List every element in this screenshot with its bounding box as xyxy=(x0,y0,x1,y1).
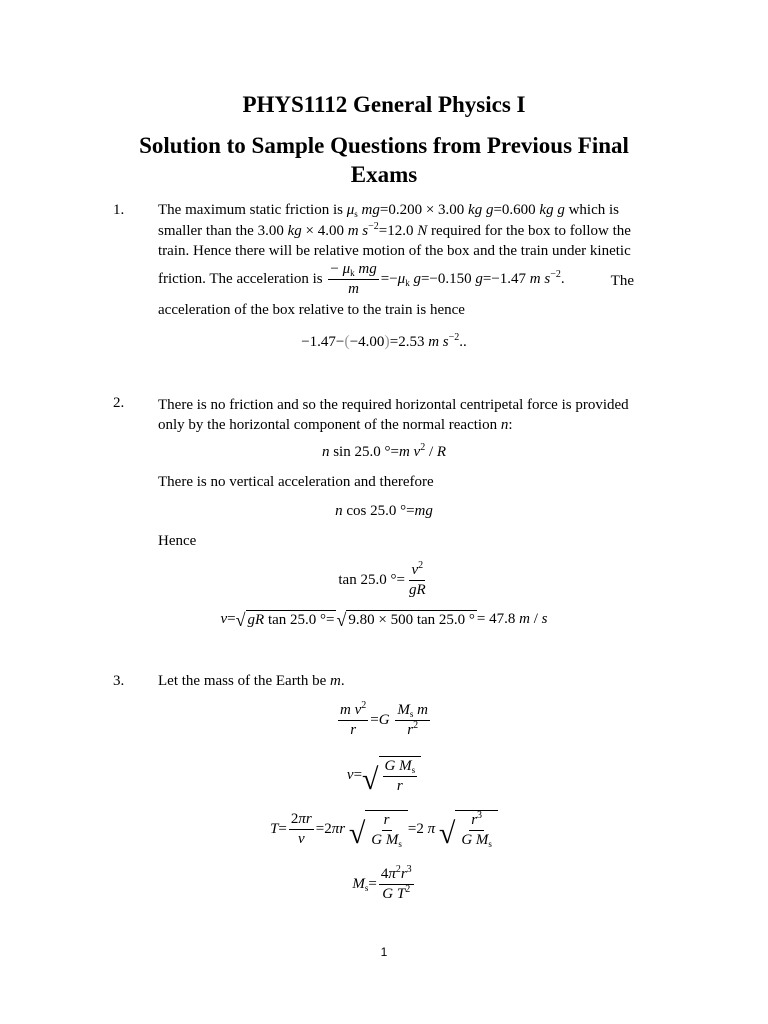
q1-relative-acceleration-equation: −1.47−(−4.00)=2.53 m $s^{-2}$.. xyxy=(301,332,467,350)
q1-line-5: acceleration of the box relative to the train is hence xyxy=(158,302,465,318)
question-2-number: 2. xyxy=(113,395,125,411)
q3-period-equation: T= $\frac{2\pi r}{v}$ =2πr √ $\frac{r}{G M_s}$ =2 π √ $\frac{r^3}{G M_s}$ xyxy=(0,810,768,849)
q2-centripetal-equation: n sin 25.0 °=m $v^2$ / R xyxy=(321,442,447,460)
question-3-number: 3. xyxy=(113,673,125,689)
q1-line-1: The maximum static friction is $\mu_s$ mg=0.200 × 3.00 kg g=0.600 kg g which is xyxy=(158,202,620,219)
page-number: 1 xyxy=(380,945,388,959)
q3-mass-equation: $M_s=$ $\frac{4\pi^2r^3}{G T^2}$ xyxy=(352,864,412,902)
q2-paragraph-3: Hence xyxy=(158,533,197,549)
q2-tangent-equation: tan 25.0 °= $\frac{v^2}{gR}$ xyxy=(338,560,426,598)
q3-gravity-equation: $\frac{m v^2}{r}$ =G $\frac{M_s m}{r^2}$ xyxy=(340,700,428,738)
q2-speed-equation: v= √ gR tan 25.0 °= √ 9.80 × 500 tan 25.0 ° = 47.8 m / s xyxy=(220,610,548,630)
document-title: PHYS1112 General Physics I xyxy=(242,92,526,117)
q2-paragraph-2: There is no vertical acceleration and therefore xyxy=(158,474,434,490)
q1-line-2: smaller than the 3.00 kg × 4.00 m $s^{-2}=12.0$ N required for the box to follow the xyxy=(158,221,631,239)
q3-orbital-speed-equation: v= √ $\frac{G M_s}{r}$ xyxy=(0,756,768,795)
document-subtitle: Solution to Sample Questions from Previous Final Exams xyxy=(139,133,629,187)
question-1-number: 1. xyxy=(113,202,125,218)
q2-paragraph-1: There is no friction and so the required horizontal centripetal force is provided only by the horizontal component of the normal reaction n: xyxy=(158,397,629,433)
q1-line-4: friction. The acceleration is $\frac{- \mu_k mg}{m}$ $=-\mu_k$ g=−0.150 g=−1.47 m $s^{-2}$. The xyxy=(158,261,634,297)
q2-vertical-equation: n cos 25.0 °=mg xyxy=(335,503,433,519)
q1-line-3: train. Hence there will be relative motion of the box and the train under kinetic xyxy=(158,243,631,259)
q1-acc-fraction: $\frac{- \mu_k mg}{m}$ xyxy=(330,261,377,297)
q3-paragraph-1: Let the mass of the Earth be m. xyxy=(158,673,345,689)
